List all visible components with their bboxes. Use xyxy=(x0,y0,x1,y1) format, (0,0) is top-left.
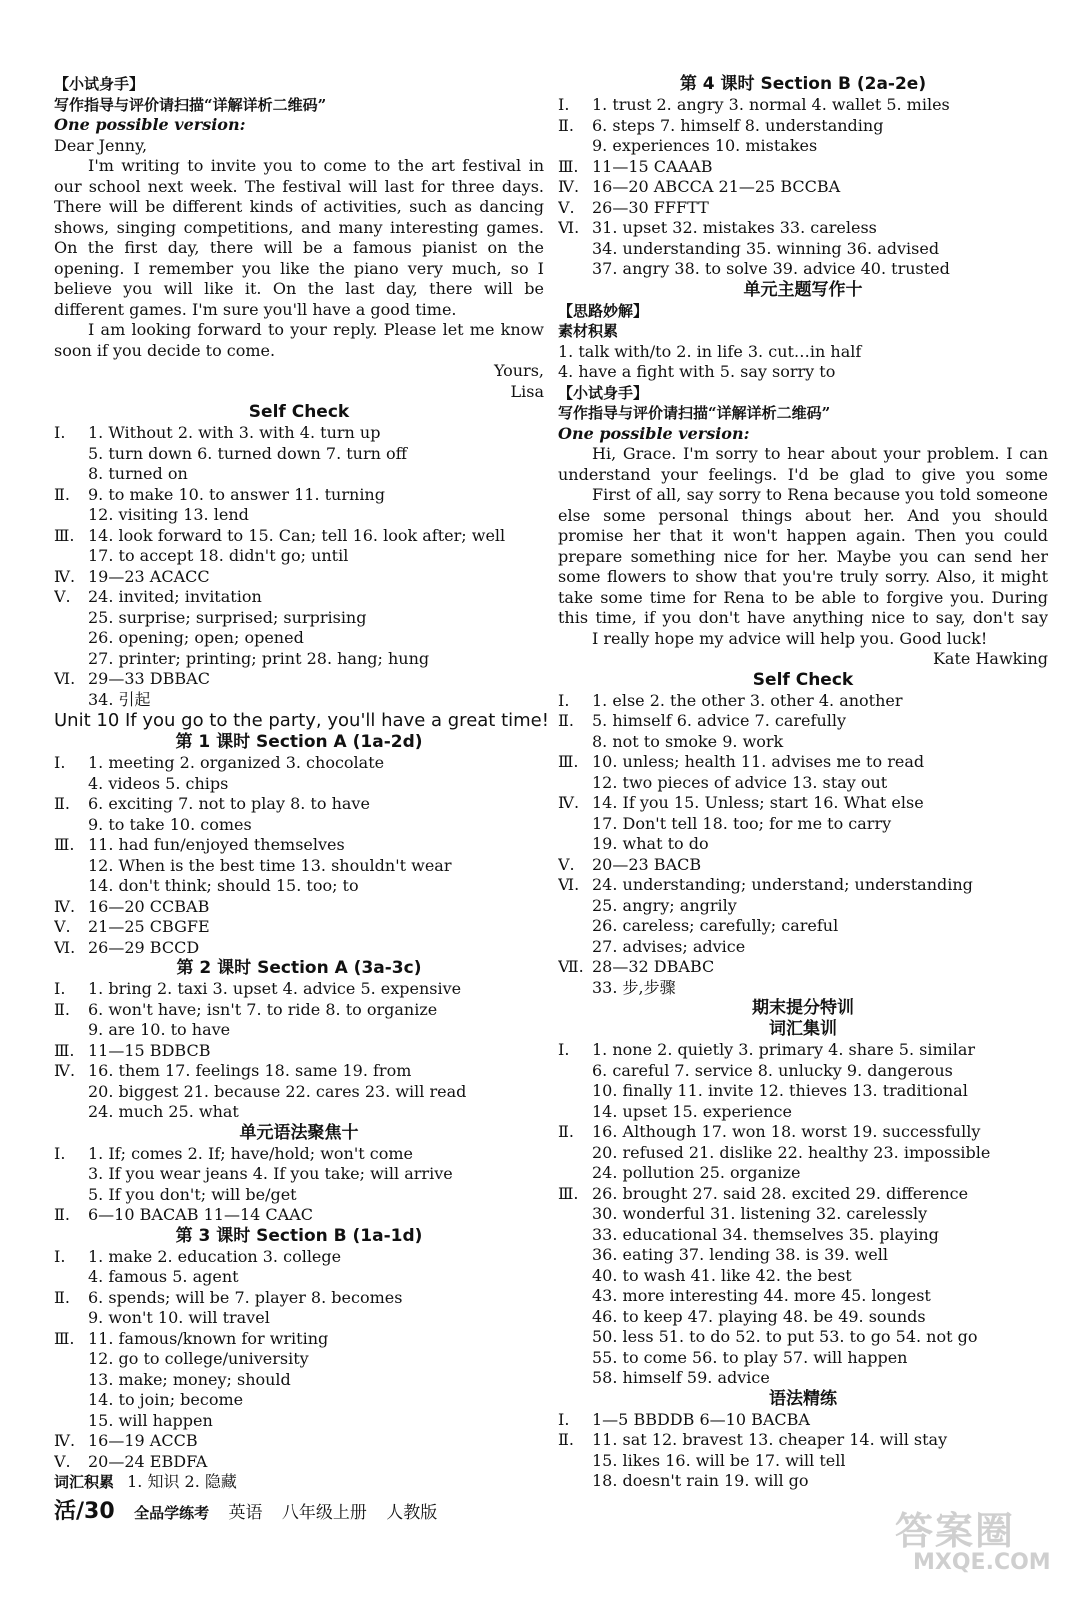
question-group-number: Ⅰ. xyxy=(558,1409,570,1429)
letter-paragraph: I really hope my advice will help you. Good luck! xyxy=(592,628,988,648)
answer-text: 1. meeting 2. organized 3. chocolate xyxy=(88,753,385,772)
watermark-logo xyxy=(895,1500,1051,1580)
answer-line xyxy=(54,1329,544,1350)
answer-text: 4. videos 5. chips xyxy=(88,773,229,793)
answer-line xyxy=(54,546,544,567)
answer-text: 26—30 FFFTT xyxy=(592,197,709,217)
answer-text: 17. to accept 18. didn't go; until xyxy=(88,546,349,565)
answer-line xyxy=(558,814,1048,835)
section-4-answers xyxy=(558,95,1048,280)
answer-line xyxy=(54,1102,544,1123)
answer-line xyxy=(54,649,544,670)
answer-text: 15. likes 16. will be 17. will tell xyxy=(592,1450,846,1470)
answer-line xyxy=(558,773,1048,794)
answer-text: 6. careful 7. service 8. unlucky 9. dangerous xyxy=(592,1060,953,1080)
answer-text: 26—29 BCCD xyxy=(88,937,200,957)
answer-line xyxy=(558,1061,1048,1082)
answer-line xyxy=(558,732,1048,753)
answer-line xyxy=(558,239,1048,260)
question-group-number: Ⅴ. xyxy=(54,1451,71,1471)
answer-text: 1. make 2. education 3. college xyxy=(88,1246,342,1266)
answer-line xyxy=(54,608,544,629)
answer-line xyxy=(558,1430,1048,1451)
question-group-number: Ⅳ. xyxy=(54,1061,76,1080)
answer-line xyxy=(558,1471,1048,1492)
vocab-answers: 1. 知识 2. 隐藏 xyxy=(127,1472,237,1491)
question-group-number: Ⅴ. xyxy=(558,197,575,217)
question-group-number: Ⅱ. xyxy=(54,484,70,504)
answer-line xyxy=(54,774,544,795)
answer-text: 55. to come 56. to play 57. will happen xyxy=(592,1347,908,1367)
answer-text: 16. Although 17. won 18. worst 19. successfully xyxy=(592,1122,981,1141)
question-group-number: Ⅲ. xyxy=(54,1040,75,1060)
answer-line xyxy=(558,1204,1048,1225)
answer-line xyxy=(558,1102,1048,1123)
answer-text: 6—10 BACAB 11—14 CAAC xyxy=(88,1205,313,1224)
section-3-answers xyxy=(54,1247,544,1473)
answer-line xyxy=(54,1308,544,1329)
self-check-title: Self Check xyxy=(248,402,350,422)
answer-text: 3. If you wear jeans 4. If you take; will arrive xyxy=(88,1164,453,1183)
answer-line xyxy=(558,116,1048,137)
answer-text: 16—20 ABCCA 21—25 BCCBA xyxy=(592,177,841,196)
letter-paragraph: Hi, Grace. I'm sorry to hear about your problem. I can understand your feelings. I'd be glad to give you some xyxy=(558,444,1048,484)
answer-line xyxy=(558,218,1048,239)
answer-text: 1. else 2. the other 3. other 4. another xyxy=(592,690,903,710)
answer-text: 24. understanding; understand; understanding xyxy=(592,875,973,894)
answer-text: 17. Don't tell 18. too; for me to carry xyxy=(592,813,892,833)
answer-line xyxy=(558,896,1048,917)
answer-text: 9. to make 10. to answer 11. turning xyxy=(88,484,385,504)
answer-text: 14. don't think; should 15. too; to xyxy=(88,876,359,895)
answer-line xyxy=(54,567,544,588)
letter-closing: Yours, xyxy=(493,361,544,380)
edition-label: 人教版 xyxy=(386,1503,438,1523)
answer-line xyxy=(558,1286,1048,1307)
answer-line xyxy=(558,177,1048,198)
section-tag: 【小试身手】 xyxy=(558,383,649,402)
answer-line xyxy=(558,752,1048,773)
question-group-number: Ⅵ. xyxy=(558,875,580,894)
answer-text: 6. spends; will be 7. player 8. becomes xyxy=(88,1287,403,1307)
answer-line xyxy=(558,957,1048,978)
answer-text: 18. doesn't rain 19. will go xyxy=(592,1471,809,1490)
answer-text: 6. steps 7. himself 8. understanding xyxy=(592,115,884,135)
answer-text: 13. make; money; should xyxy=(88,1369,291,1389)
answer-line xyxy=(54,1020,544,1041)
question-group-number: Ⅲ. xyxy=(558,1183,579,1203)
answer-line xyxy=(54,1247,544,1268)
answer-line xyxy=(558,136,1048,157)
section-3-title: 第 3 课时 Section B (1a-1d) xyxy=(175,1225,423,1246)
grammar-focus-title: 单元语法聚焦十 xyxy=(239,1122,359,1143)
answer-line xyxy=(54,1349,544,1370)
answer-line xyxy=(54,505,544,526)
section-1-answers xyxy=(54,753,544,958)
answer-line xyxy=(54,979,544,1000)
answer-line xyxy=(54,815,544,836)
answer-line xyxy=(54,669,544,690)
answer-text: 34. understanding 35. winning 36. advised xyxy=(592,238,940,258)
answer-text: 9. experiences 10. mistakes xyxy=(592,136,818,155)
answer-line xyxy=(54,1185,544,1206)
answer-text: 33. 步,步骤 xyxy=(592,977,676,997)
answer-line xyxy=(54,1452,544,1473)
answer-line xyxy=(54,1431,544,1452)
question-group-number: Ⅵ. xyxy=(54,669,76,688)
answer-line xyxy=(54,897,544,918)
vocab-training-title: 词汇集训 xyxy=(769,1019,837,1039)
answer-text: 16—19 ACCB xyxy=(88,1431,198,1450)
question-group-number: Ⅳ. xyxy=(558,177,580,196)
answer-text: 1. trust 2. angry 3. normal 4. wallet 5. miles xyxy=(592,95,950,114)
vocab-tag: 词汇积累 xyxy=(54,1473,115,1491)
answer-line xyxy=(54,526,544,547)
answer-line xyxy=(558,916,1048,937)
answer-line xyxy=(558,95,1048,116)
answer-line xyxy=(54,1411,544,1432)
section-tag: 【小试身手】 xyxy=(54,75,145,93)
answer-line xyxy=(54,1370,544,1391)
grammar-focus-answers xyxy=(54,1144,544,1226)
unit-writing-title: 单元主题写作十 xyxy=(743,279,863,300)
answer-text: 20—23 BACB xyxy=(592,854,702,874)
answer-line xyxy=(558,937,1048,958)
answer-text: 24. invited; invitation xyxy=(88,587,262,606)
question-group-number: Ⅲ. xyxy=(54,835,75,854)
unit-title: Unit 10 If you go to the party, you'll have a great time! xyxy=(54,710,549,731)
answer-text: 34. 引起 xyxy=(88,689,151,709)
question-group-number: Ⅰ. xyxy=(558,690,570,710)
answer-text: 14. If you 15. Unless; start 16. What else xyxy=(592,793,924,812)
answer-line xyxy=(54,1082,544,1103)
letter-paragraph: First of all, say sorry to Rena because you told someone else some personal things about her. And you should promise her that it won't happen again. Then you could prepare something nice for her. Maybe you can send her some flowers to show that you're truly sorry. Also, it might take some time for Rena to be able to forgive you. During this time, if you don't have anything nice to say, don't say xyxy=(558,485,1048,627)
answer-line xyxy=(558,875,1048,896)
final-training-title: 期末提分特训 xyxy=(752,998,854,1018)
answer-text: 28—32 DBABC xyxy=(592,957,715,976)
book-title: 全品学练考 xyxy=(134,1504,210,1522)
self-check-title: Self Check xyxy=(752,669,854,690)
answer-text: 29—33 DBBAC xyxy=(88,669,210,688)
answer-line xyxy=(54,628,544,649)
question-group-number: Ⅱ. xyxy=(558,711,574,730)
letter-paragraph: I am looking forward to your reply. Please let me know soon if you decide to come. xyxy=(54,320,544,360)
grade-label: 八年级上册 xyxy=(281,1503,367,1523)
writing-guide-note: 写作指导与评价请扫描“详解详析二维码” xyxy=(54,95,327,114)
answer-line xyxy=(558,1245,1048,1266)
answer-text: 4. famous 5. agent xyxy=(88,1267,239,1286)
answer-text: 46. to keep 47. playing 48. be 49. sounds xyxy=(592,1306,926,1326)
answer-line xyxy=(558,1184,1048,1205)
answer-text: 26. opening; open; opened xyxy=(88,628,304,647)
question-group-number: Ⅰ. xyxy=(558,95,570,114)
answer-text: 50. less 51. to do 52. to put 53. to go 54. not go xyxy=(592,1327,978,1346)
answer-text: 8. turned on xyxy=(88,464,188,483)
left-column xyxy=(54,74,549,1493)
writing-guide-note: 写作指导与评价请扫描“详解详析二维码” xyxy=(558,404,831,422)
answer-text: 58. himself 59. advice xyxy=(592,1368,770,1387)
answer-line xyxy=(558,691,1048,712)
question-group-number: Ⅱ. xyxy=(558,115,574,135)
answer-text: 11. had fun/enjoyed themselves xyxy=(88,835,345,854)
answer-text: 14. to join; become xyxy=(88,1390,244,1409)
question-group-number: Ⅳ. xyxy=(54,896,76,916)
answer-line xyxy=(54,1041,544,1062)
page-footer xyxy=(54,1494,451,1534)
subject-label: 英语 xyxy=(228,1503,263,1523)
answer-line xyxy=(558,259,1048,280)
answer-text: 1. bring 2. taxi 3. upset 4. advice 5. expensive xyxy=(88,979,462,998)
answer-text: 9. to take 10. comes xyxy=(88,814,252,834)
answer-text: 14. upset 15. experience xyxy=(592,1101,792,1121)
answer-text: 1. If; comes 2. If; have/hold; won't come xyxy=(88,1143,413,1163)
answer-line xyxy=(558,1368,1048,1389)
question-group-number: Ⅰ. xyxy=(54,979,66,998)
question-group-number: Ⅴ. xyxy=(558,854,575,874)
answer-text: 43. more interesting 44. more 45. longest xyxy=(592,1286,931,1305)
question-group-number: Ⅲ. xyxy=(558,752,579,771)
answer-text: 12. visiting 13. lend xyxy=(88,505,249,524)
vocab-accumulation-line xyxy=(54,1472,544,1493)
answer-text: 5. himself 6. advice 7. carefully xyxy=(592,711,847,730)
answer-line xyxy=(54,1390,544,1411)
answer-line xyxy=(558,1327,1048,1348)
answer-line xyxy=(54,856,544,877)
letter-signature: Lisa xyxy=(510,381,544,401)
letter-greeting: Dear Jenny, xyxy=(54,135,148,155)
answer-text: 10. unless; health 11. advises me to read xyxy=(592,752,925,771)
answer-line xyxy=(558,1040,1048,1061)
answer-text: 26. careless; carefully; careful xyxy=(592,916,839,935)
question-group-number: Ⅳ. xyxy=(54,566,76,586)
answer-text: 24. pollution 25. organize xyxy=(592,1163,801,1182)
answer-text: 5. turn down 6. turned down 7. turn off xyxy=(88,443,408,463)
question-group-number: Ⅴ. xyxy=(54,917,71,936)
answer-text: 10. finally 11. invite 12. thieves 13. traditional xyxy=(592,1081,968,1100)
question-group-number: Ⅵ. xyxy=(558,218,580,237)
answer-text: 19—23 ACACC xyxy=(88,566,210,586)
answer-line xyxy=(54,794,544,815)
answer-line xyxy=(54,444,544,465)
answer-text: 26. brought 27. said 28. excited 29. difference xyxy=(592,1183,969,1203)
question-group-number: Ⅰ. xyxy=(54,423,66,442)
answer-text: 36. eating 37. lending 38. is 39. well xyxy=(592,1245,889,1264)
answer-line xyxy=(54,1000,544,1021)
answer-line xyxy=(558,855,1048,876)
answer-line xyxy=(54,464,544,485)
answer-text: 27. printer; printing; print 28. hang; hung xyxy=(88,648,430,668)
answer-line xyxy=(558,1225,1048,1246)
section-4-title: 第 4 课时 Section B (2a-2e) xyxy=(679,74,927,94)
answer-text: 1. Without 2. with 3. with 4. turn up xyxy=(88,423,381,442)
right-column xyxy=(558,74,1048,1492)
watermark-url: MXQE.COM xyxy=(913,1550,1051,1575)
answer-line xyxy=(54,753,544,774)
answer-text: 25. angry; angrily xyxy=(592,895,737,915)
answer-line xyxy=(558,978,1048,999)
answer-line xyxy=(558,793,1048,814)
answer-line xyxy=(558,1163,1048,1184)
question-group-number: Ⅱ. xyxy=(54,1205,70,1224)
watermark-text: 答案圈 xyxy=(895,1509,1016,1553)
answer-text: 5. If you don't; will be/get xyxy=(88,1184,297,1204)
answer-text: 30. wonderful 31. listening 32. carelessly xyxy=(592,1204,928,1223)
answer-line xyxy=(54,917,544,938)
question-group-number: Ⅲ. xyxy=(54,1328,75,1348)
answer-text: 11—15 CAAAB xyxy=(592,156,713,176)
material-line: 1. talk with/to 2. in life 3. cut…in half xyxy=(558,341,862,361)
answer-line xyxy=(54,1267,544,1288)
version-label: One possible version: xyxy=(558,423,750,443)
section-2-answers xyxy=(54,979,544,1123)
answer-text: 12. When is the best time 13. shouldn't wear xyxy=(88,855,452,875)
answer-line xyxy=(558,157,1048,178)
answer-text: 20. refused 21. dislike 22. healthy 23. impossible xyxy=(592,1142,991,1162)
answer-text: 19. what to do xyxy=(592,834,709,853)
question-group-number: Ⅰ. xyxy=(54,753,66,772)
answer-line xyxy=(54,1205,544,1226)
answer-text: 11. famous/known for writing xyxy=(88,1328,329,1348)
material-label: 素材积累 xyxy=(558,322,619,340)
answer-line xyxy=(54,1288,544,1309)
answer-text: 20. biggest 21. because 22. cares 23. will read xyxy=(88,1081,467,1101)
section-2-title: 第 2 课时 Section A (3a-3c) xyxy=(176,958,422,978)
idea-tag: 【思路妙解】 xyxy=(558,301,649,320)
question-group-number: Ⅳ. xyxy=(54,1431,76,1450)
answer-line xyxy=(54,835,544,856)
answer-line xyxy=(558,1348,1048,1369)
answer-line xyxy=(54,485,544,506)
question-group-number: Ⅰ. xyxy=(558,1040,570,1059)
letter-paragraph: I'm writing to invite you to come to the art festival in our school next week. The festival will last for three days. There will be different kinds of activities, such as dancing shows, singing competitions, and many interesting games. On the first day, there will be a famous pianist on the opening. I remember you like the piano very much, so I believe you will like it. On the last day, there will be different games. I'm sure you'll have a good time. xyxy=(54,156,544,319)
grammar-practice-answers xyxy=(558,1410,1048,1492)
answer-text: 6. exciting 7. not to play 8. to have xyxy=(88,794,370,813)
question-group-number: Ⅱ. xyxy=(54,794,70,813)
answer-line xyxy=(558,834,1048,855)
answer-line xyxy=(558,1410,1048,1431)
answer-text: 20—24 EBDFA xyxy=(88,1451,208,1471)
answer-text: 9. are 10. to have xyxy=(88,1020,231,1039)
answer-text: 12. two pieces of advice 13. stay out xyxy=(592,772,888,792)
answer-text: 6. won't have; isn't 7. to ride 8. to organize xyxy=(88,999,438,1019)
section-1-title: 第 1 课时 Section A (1a-2d) xyxy=(175,732,423,752)
page-number: 活/30 xyxy=(54,1499,115,1524)
answer-text: 11—15 BDBCB xyxy=(88,1040,211,1060)
self-check-list xyxy=(558,691,1048,999)
question-group-number: Ⅵ. xyxy=(54,937,76,957)
answer-line xyxy=(54,1061,544,1082)
letter-signature: Kate Hawking xyxy=(932,649,1048,668)
answer-line xyxy=(558,1143,1048,1164)
answer-line xyxy=(558,1266,1048,1287)
answer-text: 15. will happen xyxy=(88,1410,213,1430)
answer-text: 12. go to college/university xyxy=(88,1349,309,1368)
question-group-number: Ⅱ. xyxy=(558,1122,574,1141)
answer-text: 33. educational 34. themselves 35. playing xyxy=(592,1224,939,1244)
answer-line xyxy=(54,587,544,608)
question-group-number: Ⅳ. xyxy=(558,793,580,812)
answer-text: 14. look forward to 15. Can; tell 16. look after; well xyxy=(88,525,506,545)
self-check-list xyxy=(54,423,544,710)
answer-text: 25. surprise; surprised; surprising xyxy=(88,607,367,627)
answer-text: 21—25 CBGFE xyxy=(88,917,210,936)
question-group-number: Ⅱ. xyxy=(54,1287,70,1307)
answer-text: 9. won't 10. will travel xyxy=(88,1308,270,1327)
answer-text: 40. to wash 41. like 42. the best xyxy=(592,1265,852,1285)
answer-text: 16—20 CCBAB xyxy=(88,896,210,916)
answer-line xyxy=(54,1164,544,1185)
answer-line xyxy=(558,711,1048,732)
answer-text: 27. advises; advice xyxy=(592,936,746,956)
question-group-number: Ⅶ. xyxy=(558,957,584,976)
answer-line xyxy=(54,690,544,711)
answer-line xyxy=(54,423,544,444)
answer-line xyxy=(558,198,1048,219)
answer-line xyxy=(54,876,544,897)
answer-text: 24. much 25. what xyxy=(88,1102,239,1121)
grammar-practice-title: 语法精练 xyxy=(769,1388,837,1409)
answer-text: 11. sat 12. bravest 13. cheaper 14. will stay xyxy=(592,1430,948,1449)
answer-text: 1—5 BBDDB 6—10 BACBA xyxy=(592,1409,810,1429)
answer-text: 16. them 17. feelings 18. same 19. from xyxy=(88,1061,412,1080)
question-group-number: Ⅱ. xyxy=(54,999,70,1019)
vocab-training-answers xyxy=(558,1040,1048,1389)
question-group-number: Ⅰ. xyxy=(54,1143,66,1163)
answer-text: 8. not to smoke 9. work xyxy=(592,731,784,751)
question-group-number: Ⅲ. xyxy=(54,525,75,545)
answer-line xyxy=(558,1307,1048,1328)
answer-line xyxy=(558,1081,1048,1102)
answer-line xyxy=(558,1122,1048,1143)
answer-line xyxy=(54,938,544,959)
answer-text: 37. angry 38. to solve 39. advice 40. trusted xyxy=(592,259,950,278)
question-group-number: Ⅲ. xyxy=(558,156,579,176)
question-group-number: Ⅴ. xyxy=(54,587,71,606)
answer-text: 31. upset 32. mistakes 33. careless xyxy=(592,218,877,237)
answer-line xyxy=(558,1451,1048,1472)
question-group-number: Ⅱ. xyxy=(558,1430,574,1449)
question-group-number: Ⅰ. xyxy=(54,1246,66,1266)
answer-line xyxy=(54,1144,544,1165)
material-line: 4. have a fight with 5. say sorry to xyxy=(558,362,836,381)
version-label: One possible version: xyxy=(54,115,246,134)
answer-text: 1. none 2. quietly 3. primary 4. share 5. similar xyxy=(592,1040,976,1059)
